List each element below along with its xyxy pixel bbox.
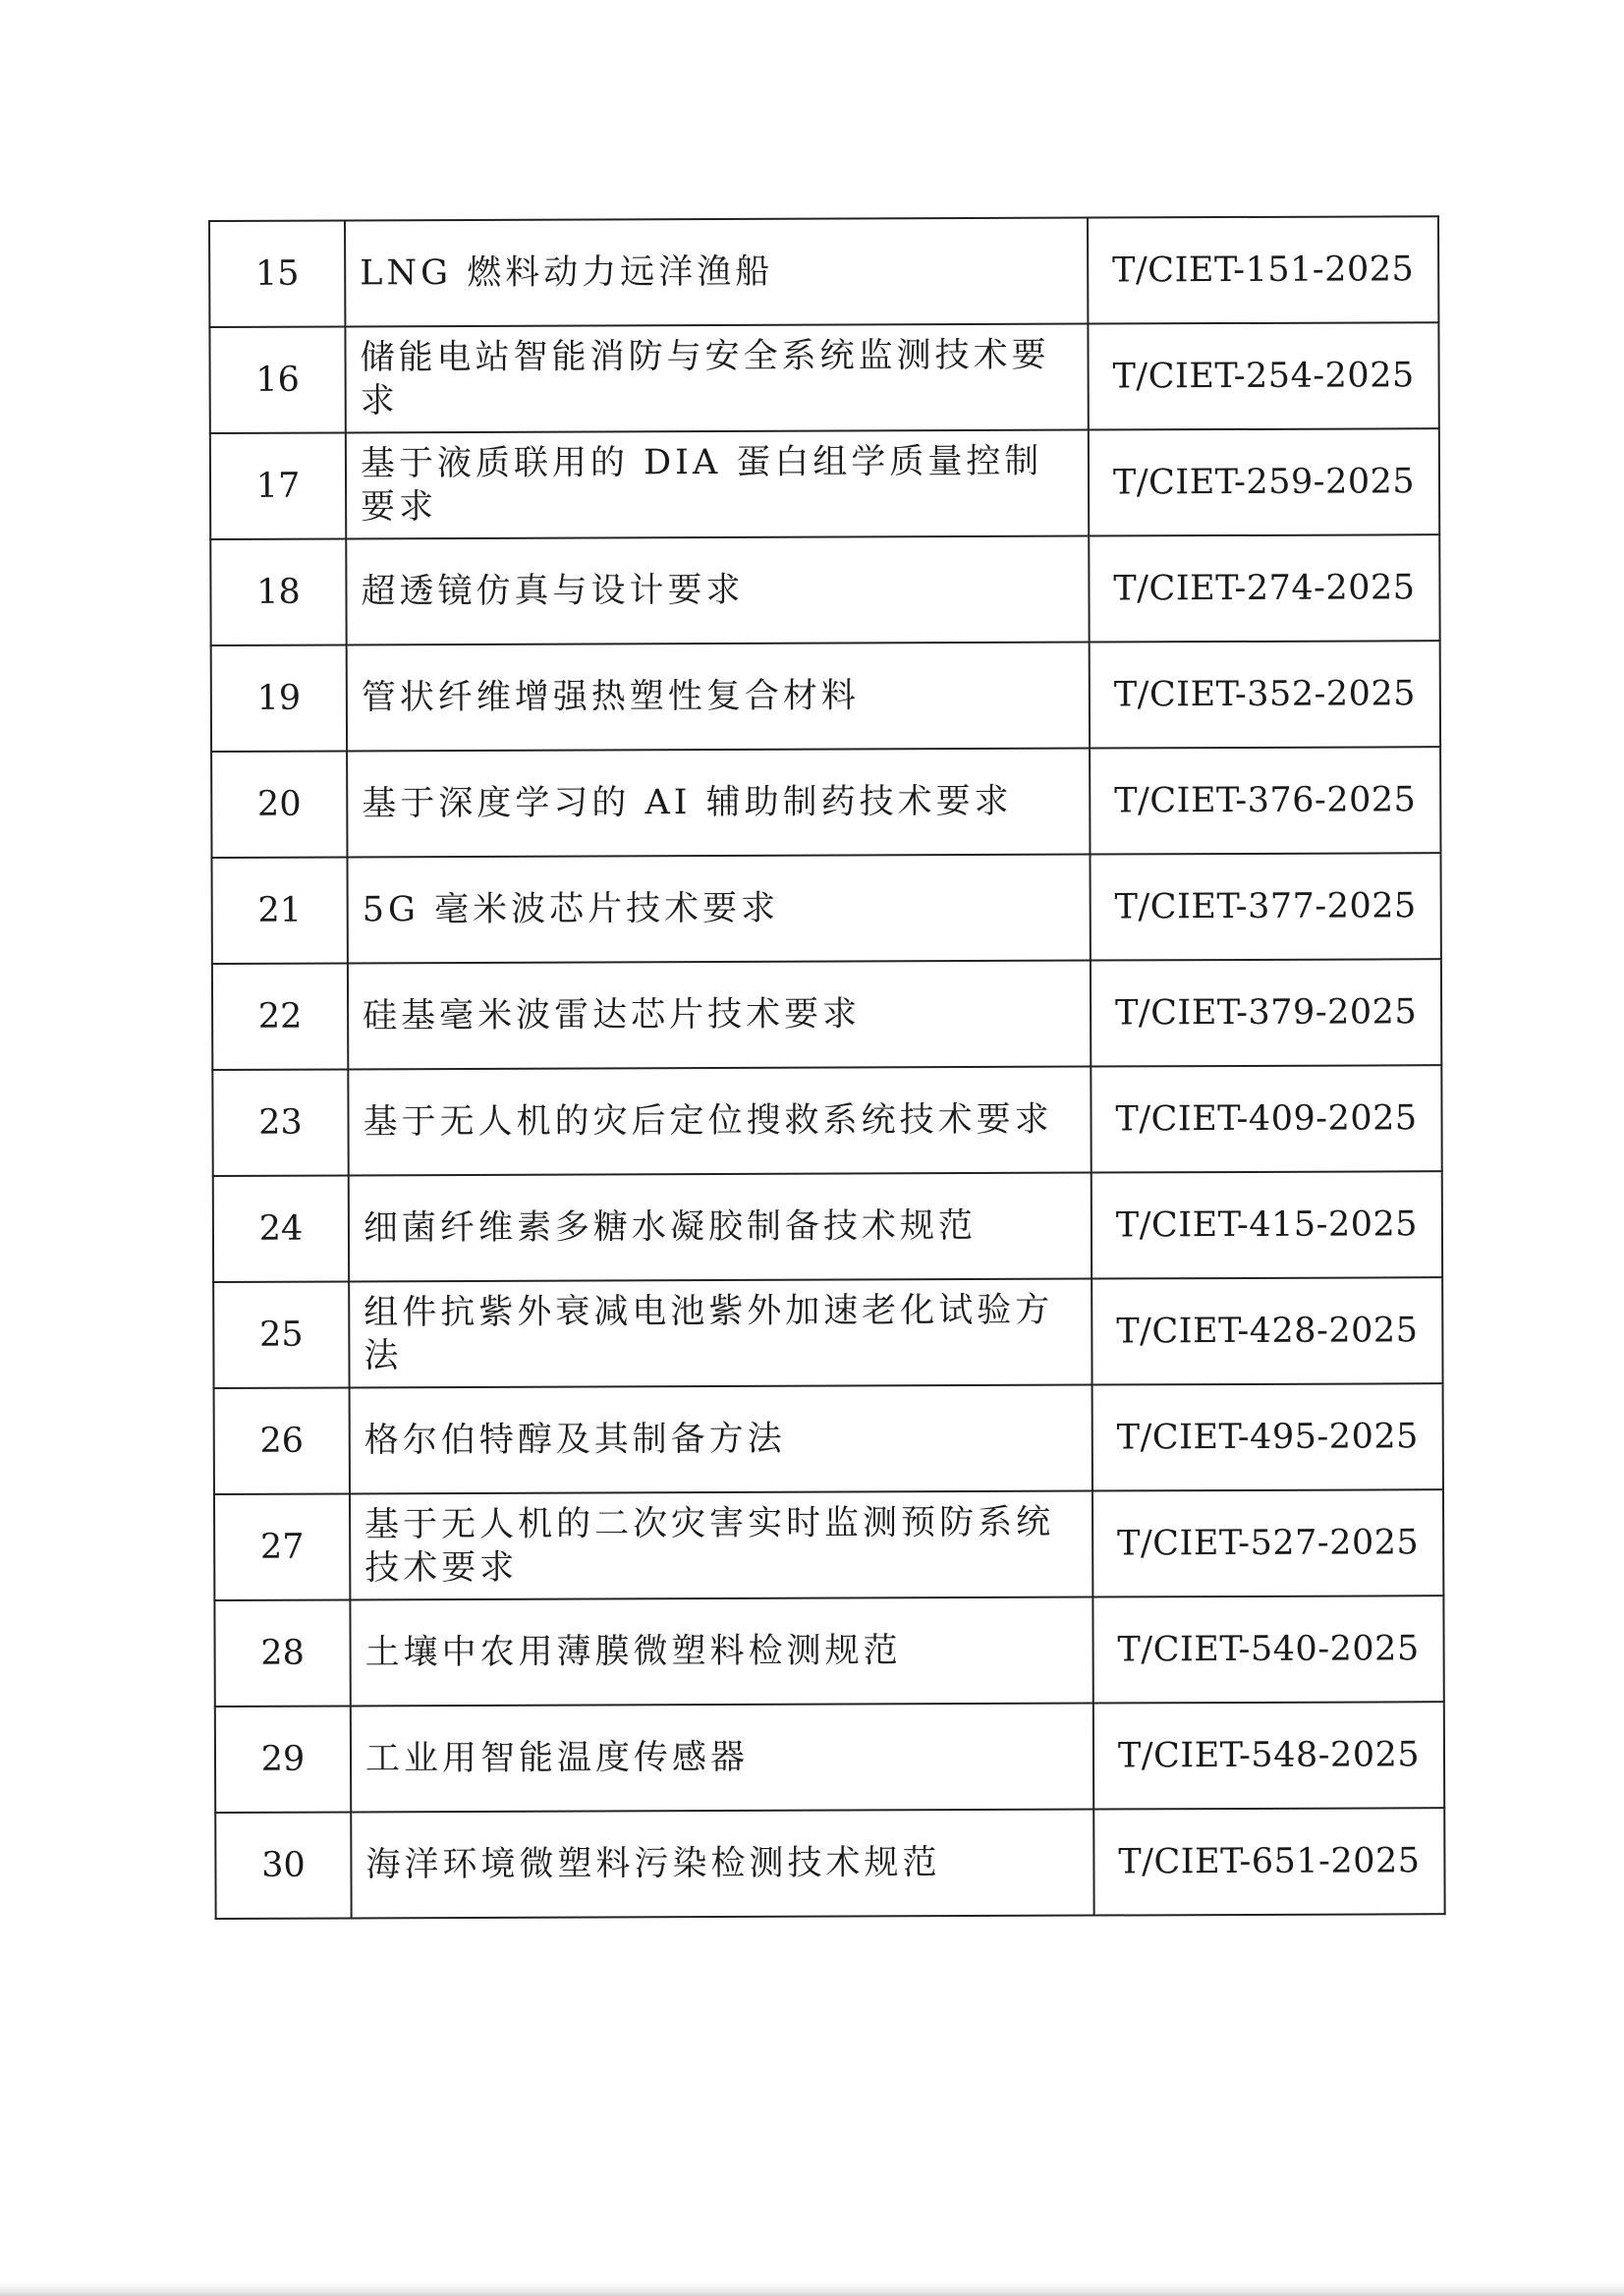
table-row	[211, 747, 1440, 858]
table-row	[211, 853, 1440, 964]
table-row	[210, 428, 1439, 539]
standard-name: 基于无人机的二次灾害实时监测预防系统技术要求	[350, 1491, 1092, 1600]
standard-code: T/CIET-352-2025	[1090, 641, 1440, 748]
row-number: 15	[209, 220, 345, 327]
row-number: 16	[209, 326, 345, 433]
standard-name: 细菌纤维素多糖水凝胶制备技术规范	[349, 1173, 1092, 1282]
standard-code: T/CIET-151-2025	[1088, 216, 1438, 323]
table-row	[210, 534, 1439, 645]
standard-name: 土壤中农用薄膜微塑料检测规范	[350, 1597, 1092, 1707]
standard-code: T/CIET-495-2025	[1092, 1383, 1443, 1490]
standard-name: 管状纤维增强热塑性复合材料	[347, 643, 1090, 752]
table-row	[209, 216, 1438, 327]
table-row	[213, 1171, 1442, 1282]
row-number: 26	[214, 1387, 350, 1494]
standard-name: LNG 燃料动力远洋渔船	[345, 218, 1088, 327]
row-number: 17	[210, 432, 346, 539]
table-row	[212, 959, 1441, 1070]
standard-name: 组件抗紫外衰减电池紫外加速老化试验方法	[349, 1279, 1092, 1388]
row-number: 24	[213, 1175, 349, 1282]
standard-code: T/CIET-259-2025	[1089, 428, 1439, 535]
standard-name: 海洋环境微塑料污染检测技术规范	[351, 1810, 1093, 1919]
row-number: 21	[211, 857, 347, 964]
standard-code: T/CIET-377-2025	[1090, 853, 1440, 960]
standard-code: T/CIET-428-2025	[1092, 1277, 1442, 1384]
standard-code: T/CIET-274-2025	[1089, 534, 1439, 642]
row-number: 20	[211, 751, 347, 858]
scan-bottom-edge	[0, 2282, 1624, 2296]
standard-name: 5G 毫米波芯片技术要求	[347, 855, 1090, 964]
standard-name: 硅基毫米波雷达芯片技术要求	[348, 961, 1091, 1070]
standard-code: T/CIET-379-2025	[1091, 959, 1441, 1066]
standard-code: T/CIET-415-2025	[1092, 1171, 1442, 1278]
table-row	[213, 1277, 1442, 1388]
table-row	[214, 1596, 1443, 1707]
table-row	[212, 1065, 1441, 1176]
table-row	[209, 322, 1438, 433]
row-number: 25	[213, 1281, 349, 1388]
standard-code: T/CIET-548-2025	[1093, 1702, 1444, 1809]
row-number: 27	[214, 1493, 350, 1600]
standard-code: T/CIET-651-2025	[1093, 1808, 1444, 1915]
row-number: 29	[215, 1706, 351, 1813]
table-row	[211, 641, 1440, 752]
standard-code: T/CIET-527-2025	[1092, 1489, 1443, 1596]
standard-name: 储能电站智能消防与安全系统监测技术要求	[345, 324, 1088, 433]
standard-name: 工业用智能温度传感器	[351, 1704, 1093, 1813]
standard-code: T/CIET-376-2025	[1090, 747, 1440, 854]
standards-table	[208, 215, 1446, 1920]
table-row	[214, 1489, 1443, 1600]
row-number: 23	[212, 1069, 348, 1176]
table-row	[214, 1383, 1443, 1494]
standard-name: 基于液质联用的 DIA 蛋白组学质量控制要求	[346, 430, 1089, 539]
row-number: 18	[210, 538, 346, 645]
row-number: 22	[212, 963, 348, 1070]
standard-name: 基于深度学习的 AI 辅助制药技术要求	[347, 749, 1090, 858]
standard-name: 超透镜仿真与设计要求	[346, 536, 1089, 645]
row-number: 19	[211, 644, 347, 752]
standard-code: T/CIET-540-2025	[1092, 1596, 1443, 1703]
row-number: 30	[215, 1812, 351, 1919]
standard-code: T/CIET-254-2025	[1088, 322, 1438, 429]
table-row	[215, 1808, 1444, 1919]
row-number: 28	[214, 1599, 350, 1707]
standard-name: 格尔伯特醇及其制备方法	[350, 1385, 1092, 1494]
standard-name: 基于无人机的灾后定位搜救系统技术要求	[348, 1067, 1091, 1176]
table-row	[215, 1702, 1444, 1813]
standard-code: T/CIET-409-2025	[1091, 1065, 1441, 1172]
